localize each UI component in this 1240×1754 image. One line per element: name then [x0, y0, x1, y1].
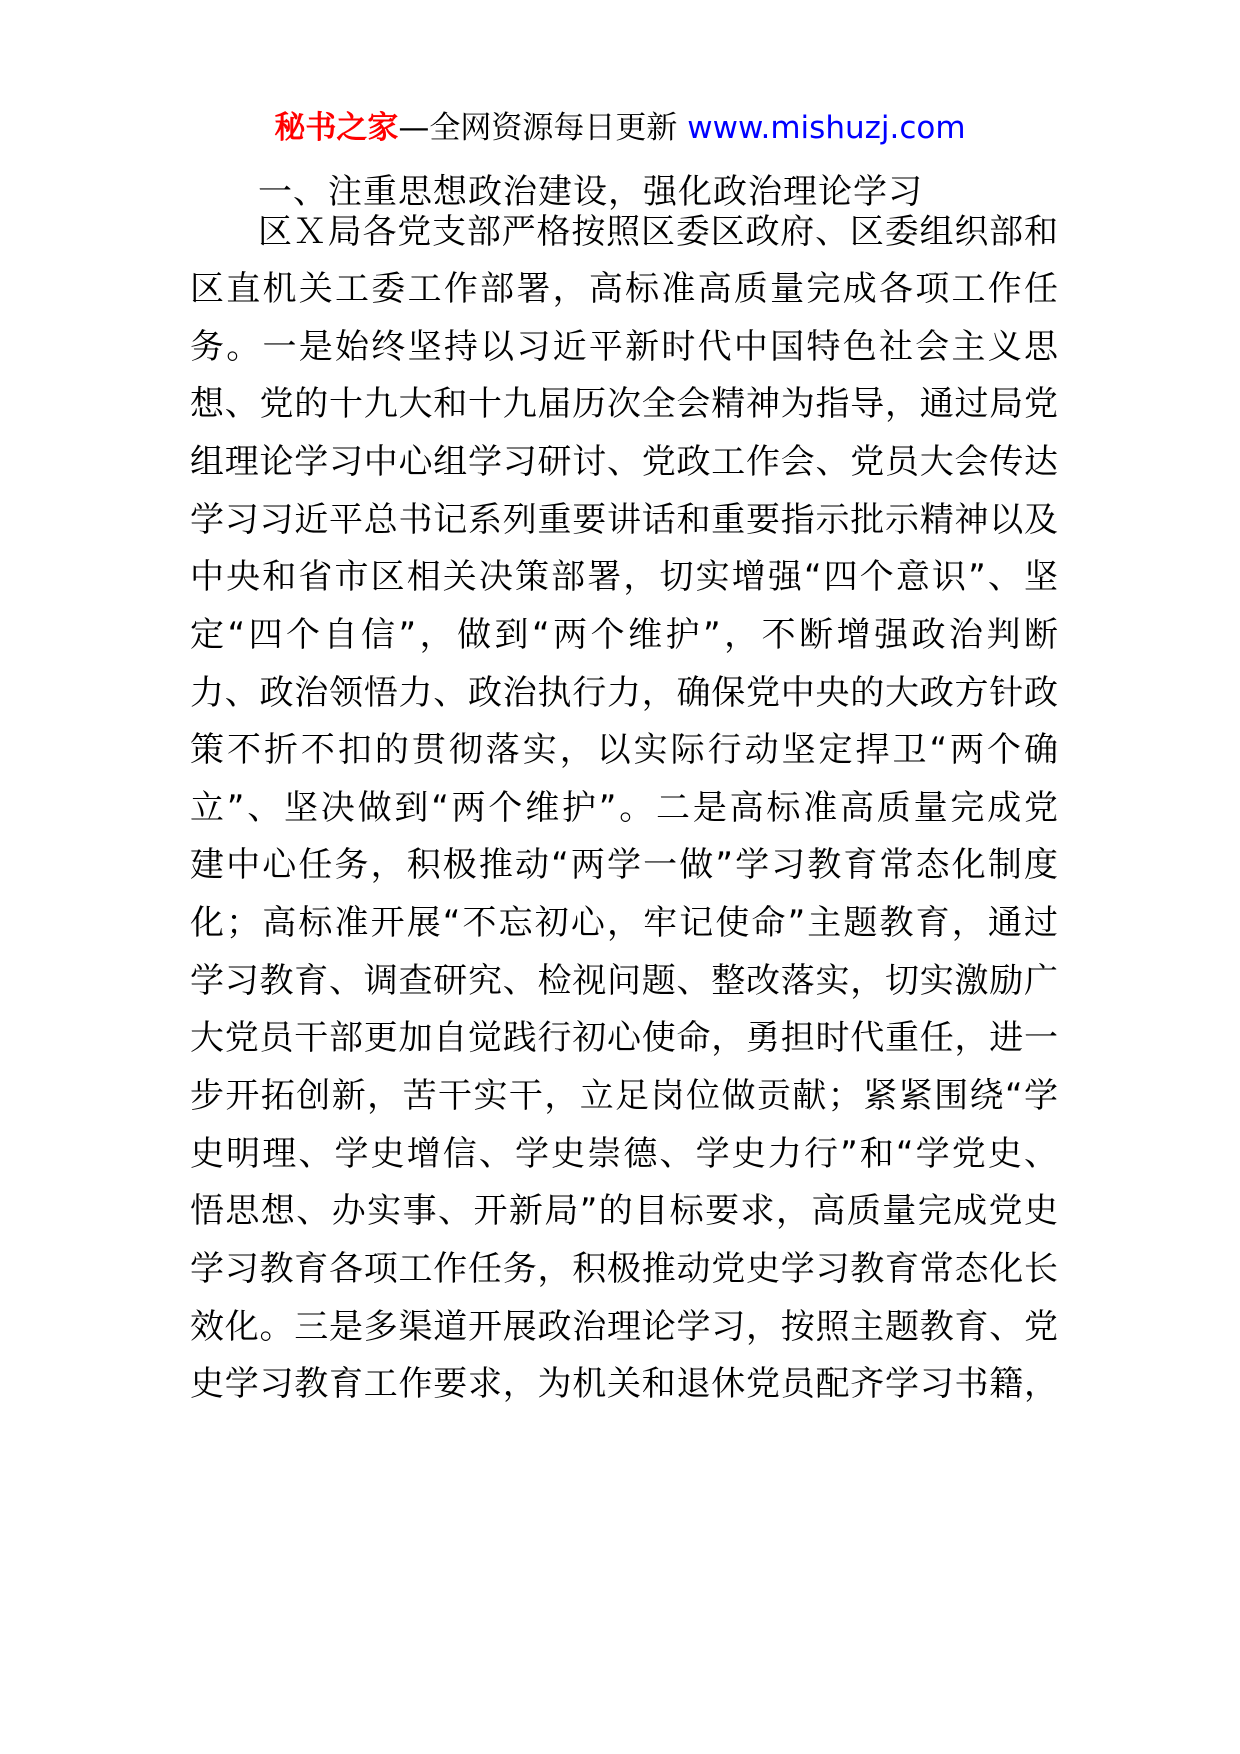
paragraph-line: 力、政治领悟力、政治执行力，确保党中央的大政方针政 — [190, 673, 1058, 713]
paragraph-line: 策不折不扣的贯彻落实，以实际行动坚定捍卫“两个确 — [190, 730, 1058, 770]
paragraph-line: 想、党的十九大和十九届历次全会精神为指导，通过局党 — [190, 384, 1058, 424]
paragraph-line: 区直机关工委工作部署，高标准高质量完成各项工作任 — [190, 269, 1058, 309]
paragraph-line: 建中心任务，积极推动“两学一做”学习教育常态化制度 — [190, 845, 1058, 885]
paragraph-line: 学习习近平总书记系列重要讲话和重要指示批示精神以及 — [190, 500, 1058, 540]
paragraph-line: 史学习教育工作要求，为机关和退休党员配齐学习书籍， — [190, 1364, 1058, 1404]
section-heading: 一、注重思想政治建设，强化政治理论学习 — [258, 172, 923, 212]
paragraph-line: 学习教育各项工作任务，积极推动党史学习教育常态化长 — [190, 1249, 1058, 1289]
paragraph-line: 学习教育、调查研究、检视问题、整改落实，切实激励广 — [190, 961, 1058, 1001]
paragraph-line: 化；高标准开展“不忘初心，牢记使命”主题教育，通过 — [190, 903, 1058, 943]
paragraph-line: 组理论学习中心组学习研讨、党政工作会、党员大会传达 — [190, 442, 1058, 482]
site-url-link[interactable]: www.mishuzj.com — [687, 110, 966, 146]
paragraph-line: 大党员干部更加自觉践行初心使命，勇担时代重任，进一 — [190, 1018, 1058, 1058]
paragraph-line: 史明理、学史增信、学史崇德、学史力行”和“学党史、 — [190, 1134, 1058, 1174]
paragraph-line: 效化。三是多渠道开展政治理论学习，按照主题教育、党 — [190, 1307, 1058, 1347]
paragraph-line: 务。一是始终坚持以习近平新时代中国特色社会主义思 — [190, 327, 1058, 367]
paragraph-line: 立”、坚决做到“两个维护”。二是高标准高质量完成党 — [190, 788, 1058, 828]
page-header — [0, 98, 1240, 158]
header-tagline: —全网资源每日更新 — [398, 110, 688, 146]
paragraph-line: 悟思想、办实事、开新局”的目标要求，高质量完成党史 — [190, 1191, 1058, 1231]
paragraph-line: 步开拓创新，苦干实干，立足岗位做贡献；紧紧围绕“学 — [190, 1076, 1058, 1116]
paragraph-line: 中央和省市区相关决策部署，切实增强“四个意识”、坚 — [190, 557, 1058, 597]
paragraph-line: 定“四个自信”，做到“两个维护”，不断增强政治判断 — [190, 615, 1058, 655]
paragraph-line: 区Ｘ局各党支部严格按照区委区政府、区委组织部和 — [258, 212, 1058, 252]
brand-name: 秘书之家 — [274, 110, 399, 146]
